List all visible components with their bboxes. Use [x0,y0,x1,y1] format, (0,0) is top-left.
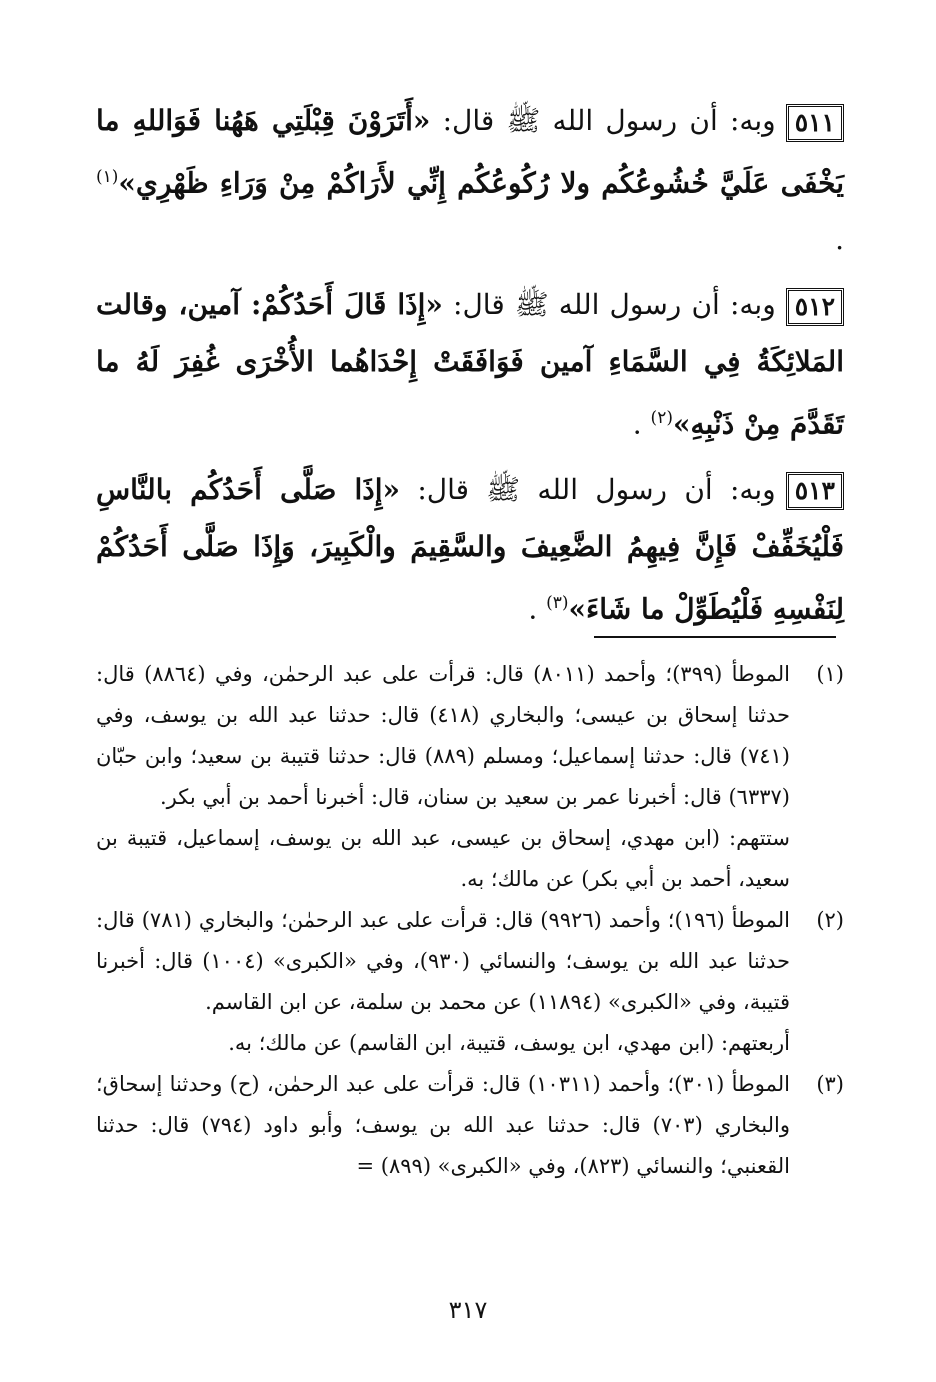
footnote-ref: (٣) [546,592,569,613]
hadith-intro: وبه: أن رسول الله ﷺ قال: [430,104,776,137]
hadith-end: . [835,223,844,257]
footnote-paragraph: الموطأ (٣٠١)؛ وأحمد (١٠٣١١) قال: قرأت على عبد الرحمٰن، (ح) وحدثنا إسحاق؛ والبخاري (٧٠٣) قال: حدثنا عبد الله بن يوسف؛ وأبو داود (٧٩٤) قال: حدثنا القعنبي؛ والنسائي (٨٢٣)، وفي «الكبرى» (٨٩٩) = [96,1072,790,1178]
footnote-divider [594,636,836,638]
footnote-body [96,900,790,1064]
hadith-intro: وبه: أن رسول الله ﷺ قال: [442,288,776,322]
footnote-body [96,654,790,900]
footnote-2 [96,900,844,1064]
hadith-intro: وبه: أن رسول الله ﷺ قال: [400,472,776,506]
footnote-1 [96,654,844,900]
footnote-paragraph: الموطأ (١٩٦)؛ وأحمد (٩٩٢٦) قال: قرأت على عبد الرحمٰن؛ والبخاري (٧٨١) قال: حدثنا عبد الله بن يوسف؛ والنسائي (٩٣٠)، وفي «الكبرى» (١٠٠٤) قال: أخبرنا قتيبة، وفي «الكبرى» (١١٨٩٤) عن محمد بن سلمة، عن ابن القاسم. [96,908,791,1014]
hadith-text: «إِذَا قَالَ أَحَدُكُمْ: آمين، وقالت المَلائِكَةُ فِي السَّمَاءِ آمين فَوَافَقَتْ إِحْدَاهُما الأُخْرَى غُفِرَ لَهُ ما تَقَدَّمَ مِنْ ذَنْبِهِ» [96,288,844,441]
footnote-paragraph: ستتهم: (ابن مهدي، إسحاق بن عيسى، عبد الله بن يوسف، إسماعيل، قتيبة بن سعيد، أحمد بن أبي بكر) عن مالك؛ به. [96,826,790,891]
hadith-end: . [632,407,651,441]
hadith-513 [96,461,844,637]
footnote-number: (٣) [816,1072,844,1096]
hadith-text: «إِذَا صَلَّى أَحَدُكُم بالنَّاسِ فَلْيُخَفِّفْ فَإِنَّ فِيهِمُ الضَّعِيفَ والسَّقِيمَ والْكَبِيرَ، وَإِذَا صَلَّى أَحَدُكُمْ لِنَفْسِهِ فَلْيُطَوِّلْ ما شَاءَ» [96,472,844,625]
page-number: ٣١٧ [448,1296,488,1324]
footnote-ref: (١) [96,167,119,187]
hadith-end: . [528,591,547,625]
footnote-body [96,1064,790,1187]
footnote-paragraph: أربعتهم: (ابن مهدي، ابن يوسف، قتيبة، ابن القاسم) عن مالك؛ به. [228,1031,790,1055]
footnotes [96,654,844,1187]
footnote-number: (١) [816,662,844,686]
footnote-ref: (٢) [650,408,673,429]
main-text [96,92,844,645]
hadith-number-badge: ٥١٢ [786,288,844,326]
footnote-3 [96,1064,844,1187]
hadith-511 [96,92,844,268]
hadith-number-badge: ٥١٣ [786,472,844,510]
footnote-number: (٢) [816,908,844,932]
hadith-number-badge: ٥١١ [786,104,844,142]
hadith-512 [96,276,844,452]
hadith-text: «أَتَرَوْنَ قِبْلَتِي هَهُنا فَوَاللهِ ما يَخْفَى عَلَيَّ خُشُوعُكُم ولا رُكُوعُكُم إِنِّي لأَرَاكُمْ مِنْ وَرَاءِ ظَهْرِي» [96,104,844,200]
footnote-paragraph: الموطأ (٣٩٩)؛ وأحمد (٨٠١١) قال: قرأت على عبد الرحمٰن، وفي (٨٨٦٤) قال: حدثنا إسحاق بن عيسى؛ والبخاري (٤١٨) قال: حدثنا عبد الله بن يوسف، وفي (٧٤١) قال: حدثنا إسماعيل؛ ومسلم (٨٨٩) قال: حدثنا قتيبة بن سعيد؛ وابن حبّان (٦٣٣٧) قال: أخبرنا عمر بن سعيد بن سنان، قال: أخبرنا أحمد بن أبي بكر. [96,662,790,809]
